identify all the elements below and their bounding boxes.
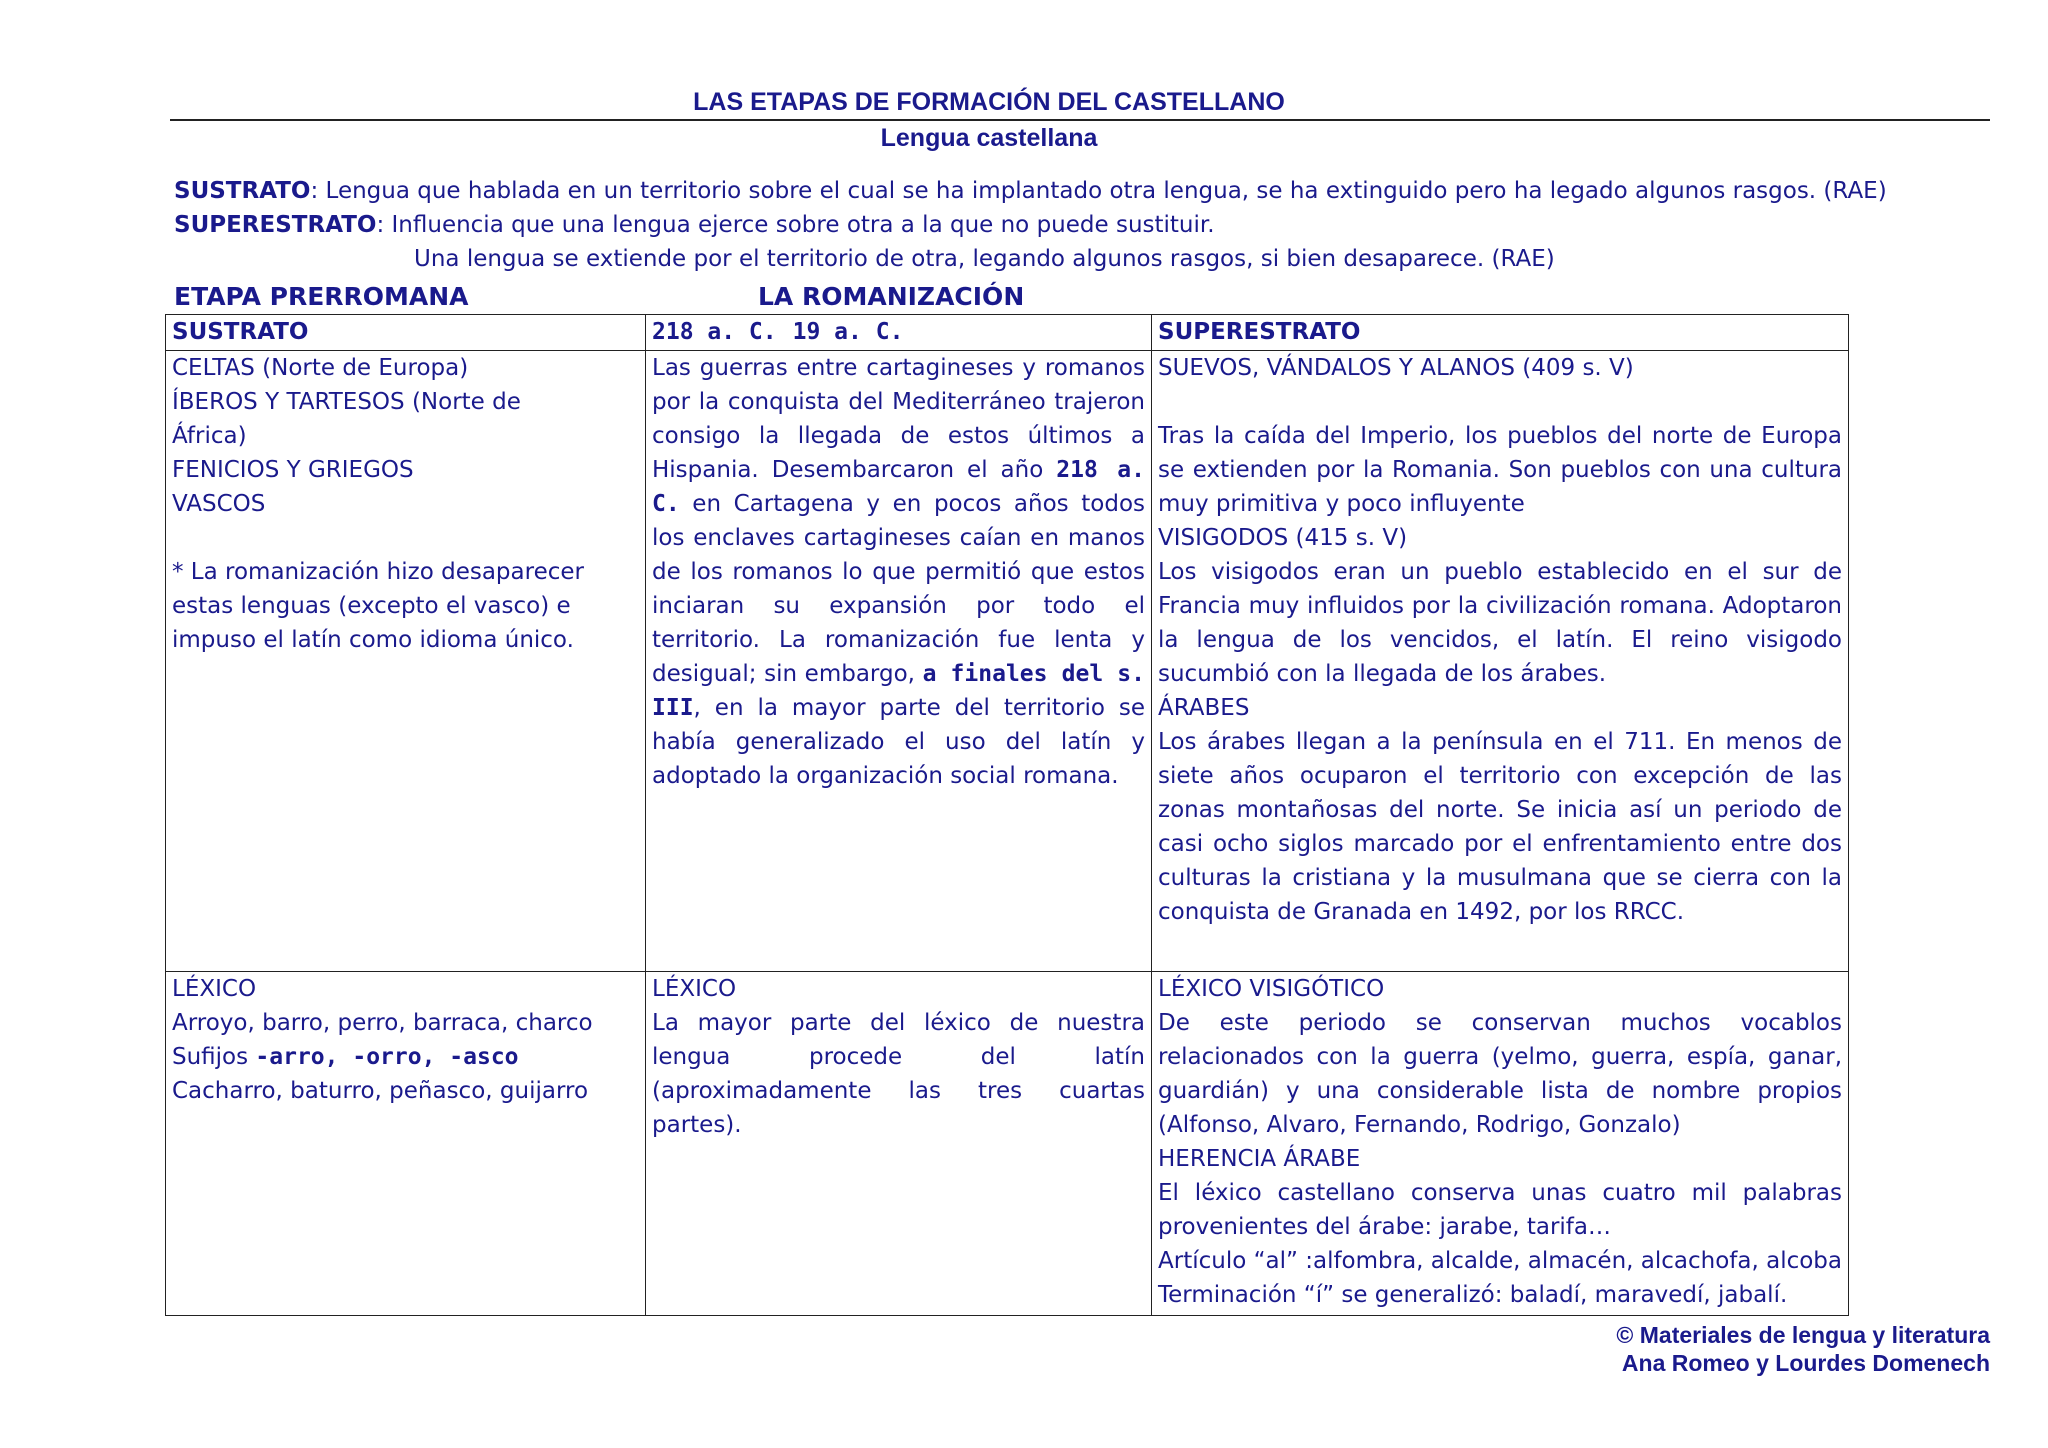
- section-heading: HERENCIA ÁRABE: [1158, 1146, 1361, 1172]
- definition-sustrato: [174, 178, 1887, 204]
- heading-etapa-prerromana: ETAPA PRERROMANA: [174, 282, 469, 311]
- page-subtitle: Lengua castellana: [880, 124, 1098, 152]
- definition-superestrato-continued: Una lengua se extiende por el territorio de otra, legando algunos rasgos, si bien desaparece. (RAE): [414, 246, 1555, 272]
- section-heading: LÉXICO VISIGÓTICO: [1158, 976, 1385, 1002]
- page-title: LAS ETAPAS DE FORMACIÓN DEL CASTELLANO: [693, 88, 1285, 116]
- list-item: VASCOS: [172, 491, 266, 517]
- section-paragraph: Los visigodos eran un pueblo establecido en el sur de Francia muy influidos por la civilización romana. Adoptaron la lengua de los vencidos, el latín. El reino visigodo sucumbió con la llegada de los árabes.: [1158, 559, 1842, 687]
- definition-text: : Influencia que una lengua ejerce sobre otra a la que no puede sustituir.: [376, 212, 1215, 238]
- footer-copyright: © Materiales de lengua y literatura: [1616, 1322, 1990, 1348]
- definition-term: SUPERESTRATO: [174, 212, 377, 238]
- list-item: África): [172, 423, 247, 449]
- cell-prerroman-peoples: [166, 351, 646, 972]
- section-paragraph: El léxico castellano conserva unas cuatro mil palabras provenientes del árabe: jarabe, tarifa…: [1158, 1180, 1842, 1240]
- footer-authors: Ana Romeo y Lourdes Domenech: [1621, 1350, 1990, 1376]
- list-item: Cacharro, baturro, peñasco, guijarro: [172, 1078, 589, 1104]
- section-heading: SUEVOS, VÁNDALOS Y ALANOS (409 s. V): [1158, 355, 1634, 381]
- suffix-list: -arro, -orro, -asco: [255, 1044, 519, 1070]
- header-sustrato: SUSTRATO: [166, 315, 646, 351]
- section-paragraph: De este periodo se conservan muchos vocablos relacionados con la guerra (yelmo, guerra, espía, ganar, guardián) y una considerable lista de nombre propios (Alfonso, Alvaro, Fernando, Rodrigo, Gonzalo): [1158, 1010, 1842, 1138]
- stages-table: [165, 314, 1849, 1316]
- section-heading: VISIGODOS (415 s. V): [1158, 525, 1408, 551]
- paragraph-part: en Cartagena y en pocos años todos los enclaves cartagineses caían en manos de los romanos lo que permitió que estos inciaran su expansión por todo el territorio. La romanización fue lenta y desigual; sin embargo,: [652, 491, 1145, 687]
- table-header-row: [166, 315, 1849, 351]
- cell-superestrato-lexicon: [1152, 972, 1849, 1316]
- highlight-century: a finales del s. III: [652, 661, 1145, 721]
- header-date-end: 19 a. C.: [792, 319, 904, 345]
- list-item: ÍBEROS Y TARTESOS (Norte de: [172, 389, 521, 415]
- cell-superestrato-peoples: [1152, 351, 1849, 972]
- list-item: Artículo “al” :alfombra, alcalde, almacén, alcachofa, alcoba: [1158, 1248, 1842, 1274]
- header-superestrato: SUPERESTRATO: [1152, 315, 1849, 351]
- list-item: FENICIOS Y GRIEGOS: [172, 457, 414, 483]
- title-rule: [170, 119, 1990, 121]
- definition-term: SUSTRATO: [174, 178, 311, 204]
- cell-prerroman-lexicon: [166, 972, 646, 1316]
- highlight-date: 218 a. C.: [652, 457, 1145, 517]
- definition-superestrato: [174, 212, 1215, 238]
- list-item: CELTAS (Norte de Europa): [172, 355, 469, 381]
- section-heading: ÁRABES: [1158, 695, 1250, 721]
- list-item: [172, 1040, 639, 1074]
- section-paragraph: Tras la caída del Imperio, los pueblos del norte de Europa se extienden por la Romania. Son pueblos con una cultura muy primitiva y poco influyente: [1158, 423, 1842, 517]
- section-heading: LÉXICO: [172, 976, 257, 1002]
- cell-romanization-history: [646, 351, 1152, 972]
- paragraph-part: Las guerras entre cartagineses y romanos por la conquista del Mediterráneo trajeron consigo la llegada de estos últimos a Hispania. Desembarcaron el año: [652, 355, 1145, 483]
- list-item: Terminación “í” se generalizó: baladí, maravedí, jabalí.: [1158, 1282, 1788, 1308]
- section-heading: LÉXICO: [652, 976, 737, 1002]
- section-paragraph: Los árabes llegan a la península en el 711. En menos de siete años ocuparon el territorio con excepción de las zonas montañosas del norte. Se inicia así un periodo de casi ocho siglos marcado por el enfrentamiento entre dos culturas la cristiana y la musulmana que se cierra con la conquista de Granada en 1492, por los RRCC.: [1158, 729, 1842, 925]
- header-date-start: 218 a. C.: [652, 319, 777, 345]
- section-paragraph: La mayor parte del léxico de nuestra lengua procede del latín (aproximadamente las tres cuartas partes).: [652, 1010, 1145, 1138]
- cell-latin-lexicon: [646, 972, 1152, 1316]
- romanization-note: * La romanización hizo desaparecer estas lenguas (excepto el vasco) e impuso el latín como idioma único.: [172, 559, 584, 653]
- table-row: [166, 351, 1849, 972]
- list-item: Arroyo, barro, perro, barraca, charco: [172, 1010, 593, 1036]
- suffix-label: Sufijos: [172, 1044, 256, 1070]
- header-dates: [646, 315, 1152, 351]
- table-row: [166, 972, 1849, 1316]
- definition-text: : Lengua que hablada en un territorio sobre el cual se ha implantado otra lengua, se ha extinguido pero ha legado algunos rasgos. (RAE): [310, 178, 1887, 204]
- heading-romanizacion: LA ROMANIZACIÓN: [758, 282, 1025, 311]
- paragraph-part: , en la mayor parte del territorio se había generalizado el uso del latín y adoptado la organización social romana.: [652, 695, 1145, 789]
